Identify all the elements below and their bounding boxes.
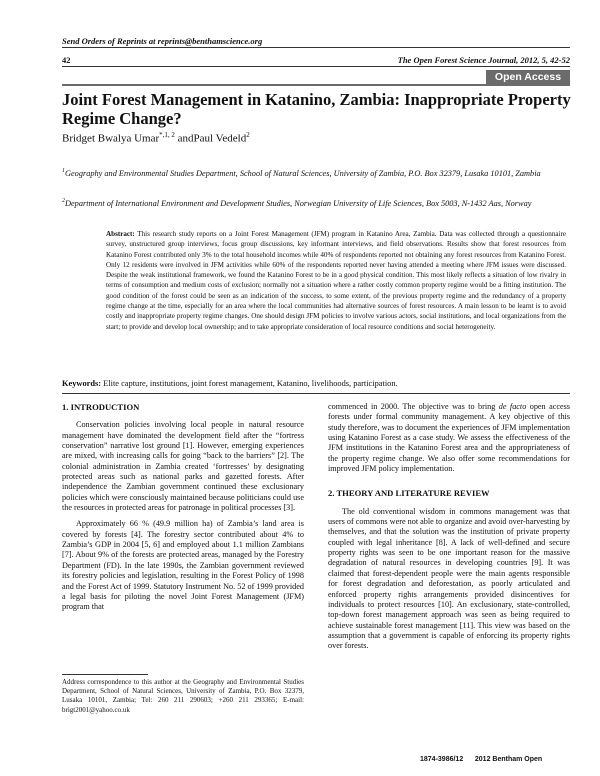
header-rule-top: [62, 47, 570, 48]
author-1: Bridget Bwalya Umar: [62, 132, 160, 145]
open-access-rule: [62, 84, 570, 86]
abstract: [106, 229, 566, 332]
author-joiner: and: [174, 132, 194, 145]
author-1-affil: *,1, 2: [159, 131, 175, 139]
intro-p3-part-a: commenced in 2000. The objective was to bring: [328, 402, 499, 411]
affiliation-2: [62, 196, 572, 209]
header-rule-bottom: [62, 66, 570, 67]
intro-paragraph-1: Conservation policies involving local people in natural resource management have dominated the development field after the “fortress conservation” narrative lost ground [1]. However, emerging experiences are mixed, with increasing calls for going “back to the barriers” [2]. The colonial administration in Zambia created ‘fortresses’ by designating protected areas such as national parks and gazetted forests. After independence the Zambian government continued these exclusionary policies which were consciously maintained because politicians could use the resources in protected areas for patronage in political processes [3].: [62, 420, 304, 513]
intro-paragraph-2: Approximately 66 % (49.9 million ha) of Zambia’s land area is covered by forests [4]. The forestry sector contributed about 4% to Zambia’s GDP in 2004 [5, 6] and employed about 1.1 million Zambians [7]. About 9% of the forests are protected areas, managed by the Forestry Department (FD). In the late 1990s, the Zambian government reviewed its forestry policies and legislation, resulting in the Forest Policy of 1998 and the Forest Act of 1999. Statutory Instrument No. 52 of 1999 provided a legal basis for piloting the novel Joint Forest Management (JFM) program that: [62, 519, 304, 612]
theory-paragraph-1: The old conventional wisdom in commons management was that users of commons were not able to organize and avoid over-harvesting by themselves, and that the solution was the institution of private property coupled with legal inheritance [8]. A lack of well-defined and secure property rights was seen to be one important reason for the massive degradation of natural resources in developing countries [9]. It was claimed that forest-dependent people were the main agents responsible for forest degradation and deforestation, as poorly articulated and enforced property rights arrangements provided disincentives for individuals to protect resources [10]. An exclusionary, state-controlled, top-down forest management approach was seen as being required to achieve sustainable forest management [11]. This view was based on the assumption that a government is capable of enforcing its property rights over forests.: [328, 506, 570, 651]
footnote-rule: [62, 674, 148, 675]
affiliation-2-num: 2: [62, 198, 65, 204]
footer: [420, 756, 542, 763]
page-number: 42: [62, 55, 71, 65]
abstract-label: Abstract:: [106, 230, 135, 238]
author-2-affil: 2: [246, 131, 250, 139]
intro-paragraph-3: [328, 402, 570, 474]
affiliation-2-text: Department of International Environment and Development Studies, Norwegian University of Life Sciences, Box 5003, N-1432 Aas, Norway: [65, 198, 532, 208]
abstract-text: This research study reports on a Joint Forest Management (JFM) program in Katanino Area, Zambia. Data was collected through a questionnaire survey, unstructured group interviews, focus group discussions, key informant interviews, and field observations. Results show that forest resources from Katanino Forest contributed only 3% to the total household incomes while 40% of respondents reported not obtaining any forest resources from Katanino Forest. Only 12 residents were involved in JFM activities while 60% of the respondents reported never having attended a meeting where JFM issues were discussed. Despite the weak institutional framework, we found the Katanino Forest to be in a good physical condition. This most likely reflects a situation of low rivalry in terms of consumption and medium costs of exclusion; normally not a situation where a rather costly common property regime would be a fitting institution. The good condition of the forest could be seen as an indication of the success, to some extent, of the previous property regime and the redundancy of a property regime change at the time, especially for an area where the local communities had alternative sources of forest resources. A main lesson to be learnt is to avoid costly and inappropriate property regime changes. One should design JFM policies to involve various actors, social institutions, and local organizations from the start; to provide and develop local ownership; and to take appropriate consideration of local resource conditions and social heterogeneity.: [106, 230, 566, 331]
intro-p3-part-b: open access forests under formal community management. A key objective of this study therefore, was to document the experiences of JFM implementation using Katanino Forest as a case study. We assess the effectiveness of the JFM institutions in the Katanino Forest area and the appropriateness of the property regime change. We also offer some recommendations for improved JFM policy implementation.: [328, 402, 570, 474]
author-2: Paul Vedeld: [193, 132, 247, 145]
intro-p3-emphasis: de facto: [498, 402, 527, 411]
correspondence-footnote: Address correspondence to this author at the Geography and Environmental Studies Department, School of Natural Sciences, University of Zambia, P.O. Box 32379, Lusaka 10101, Zambia; Tel: 260 211 290603; +260 211 293365; E-mail: brigt2001@yahoo.co.uk: [62, 678, 304, 714]
affiliation-1: [62, 166, 572, 179]
journal-citation: The Open Forest Science Journal, 2012, 5, 42-52: [397, 55, 570, 65]
section-heading-introduction: 1. INTRODUCTION: [62, 402, 140, 412]
keywords-rule: [62, 393, 570, 394]
keywords-text: Elite capture, institutions, joint forest management, Katanino, livelihoods, participation.: [101, 379, 398, 388]
right-column: [328, 402, 570, 658]
footer-publisher: 2012 Bentham Open: [474, 756, 543, 763]
open-access-badge: Open Access: [486, 70, 570, 84]
affiliation-1-num: 1: [62, 168, 65, 174]
keywords-label: Keywords:: [62, 379, 102, 388]
affiliation-1-text: Geography and Environmental Studies Department, School of Natural Sciences, University of Zambia, P.O. Box 32379, Lusaka 10101, Zambia: [65, 168, 541, 178]
section-heading-theory: 2. THEORY AND LITERATURE REVIEW: [328, 488, 490, 499]
reprints-notice: Send Orders of Reprints at reprints@benthamscience.org: [62, 36, 263, 46]
article-title: Joint Forest Management in Katanino, Zambia: Inappropriate Property Regime Change?: [62, 90, 571, 128]
footer-issn: 1874-3986/12: [420, 756, 464, 763]
keywords: [62, 379, 572, 388]
author-line: [62, 131, 250, 145]
left-column: [62, 402, 304, 619]
